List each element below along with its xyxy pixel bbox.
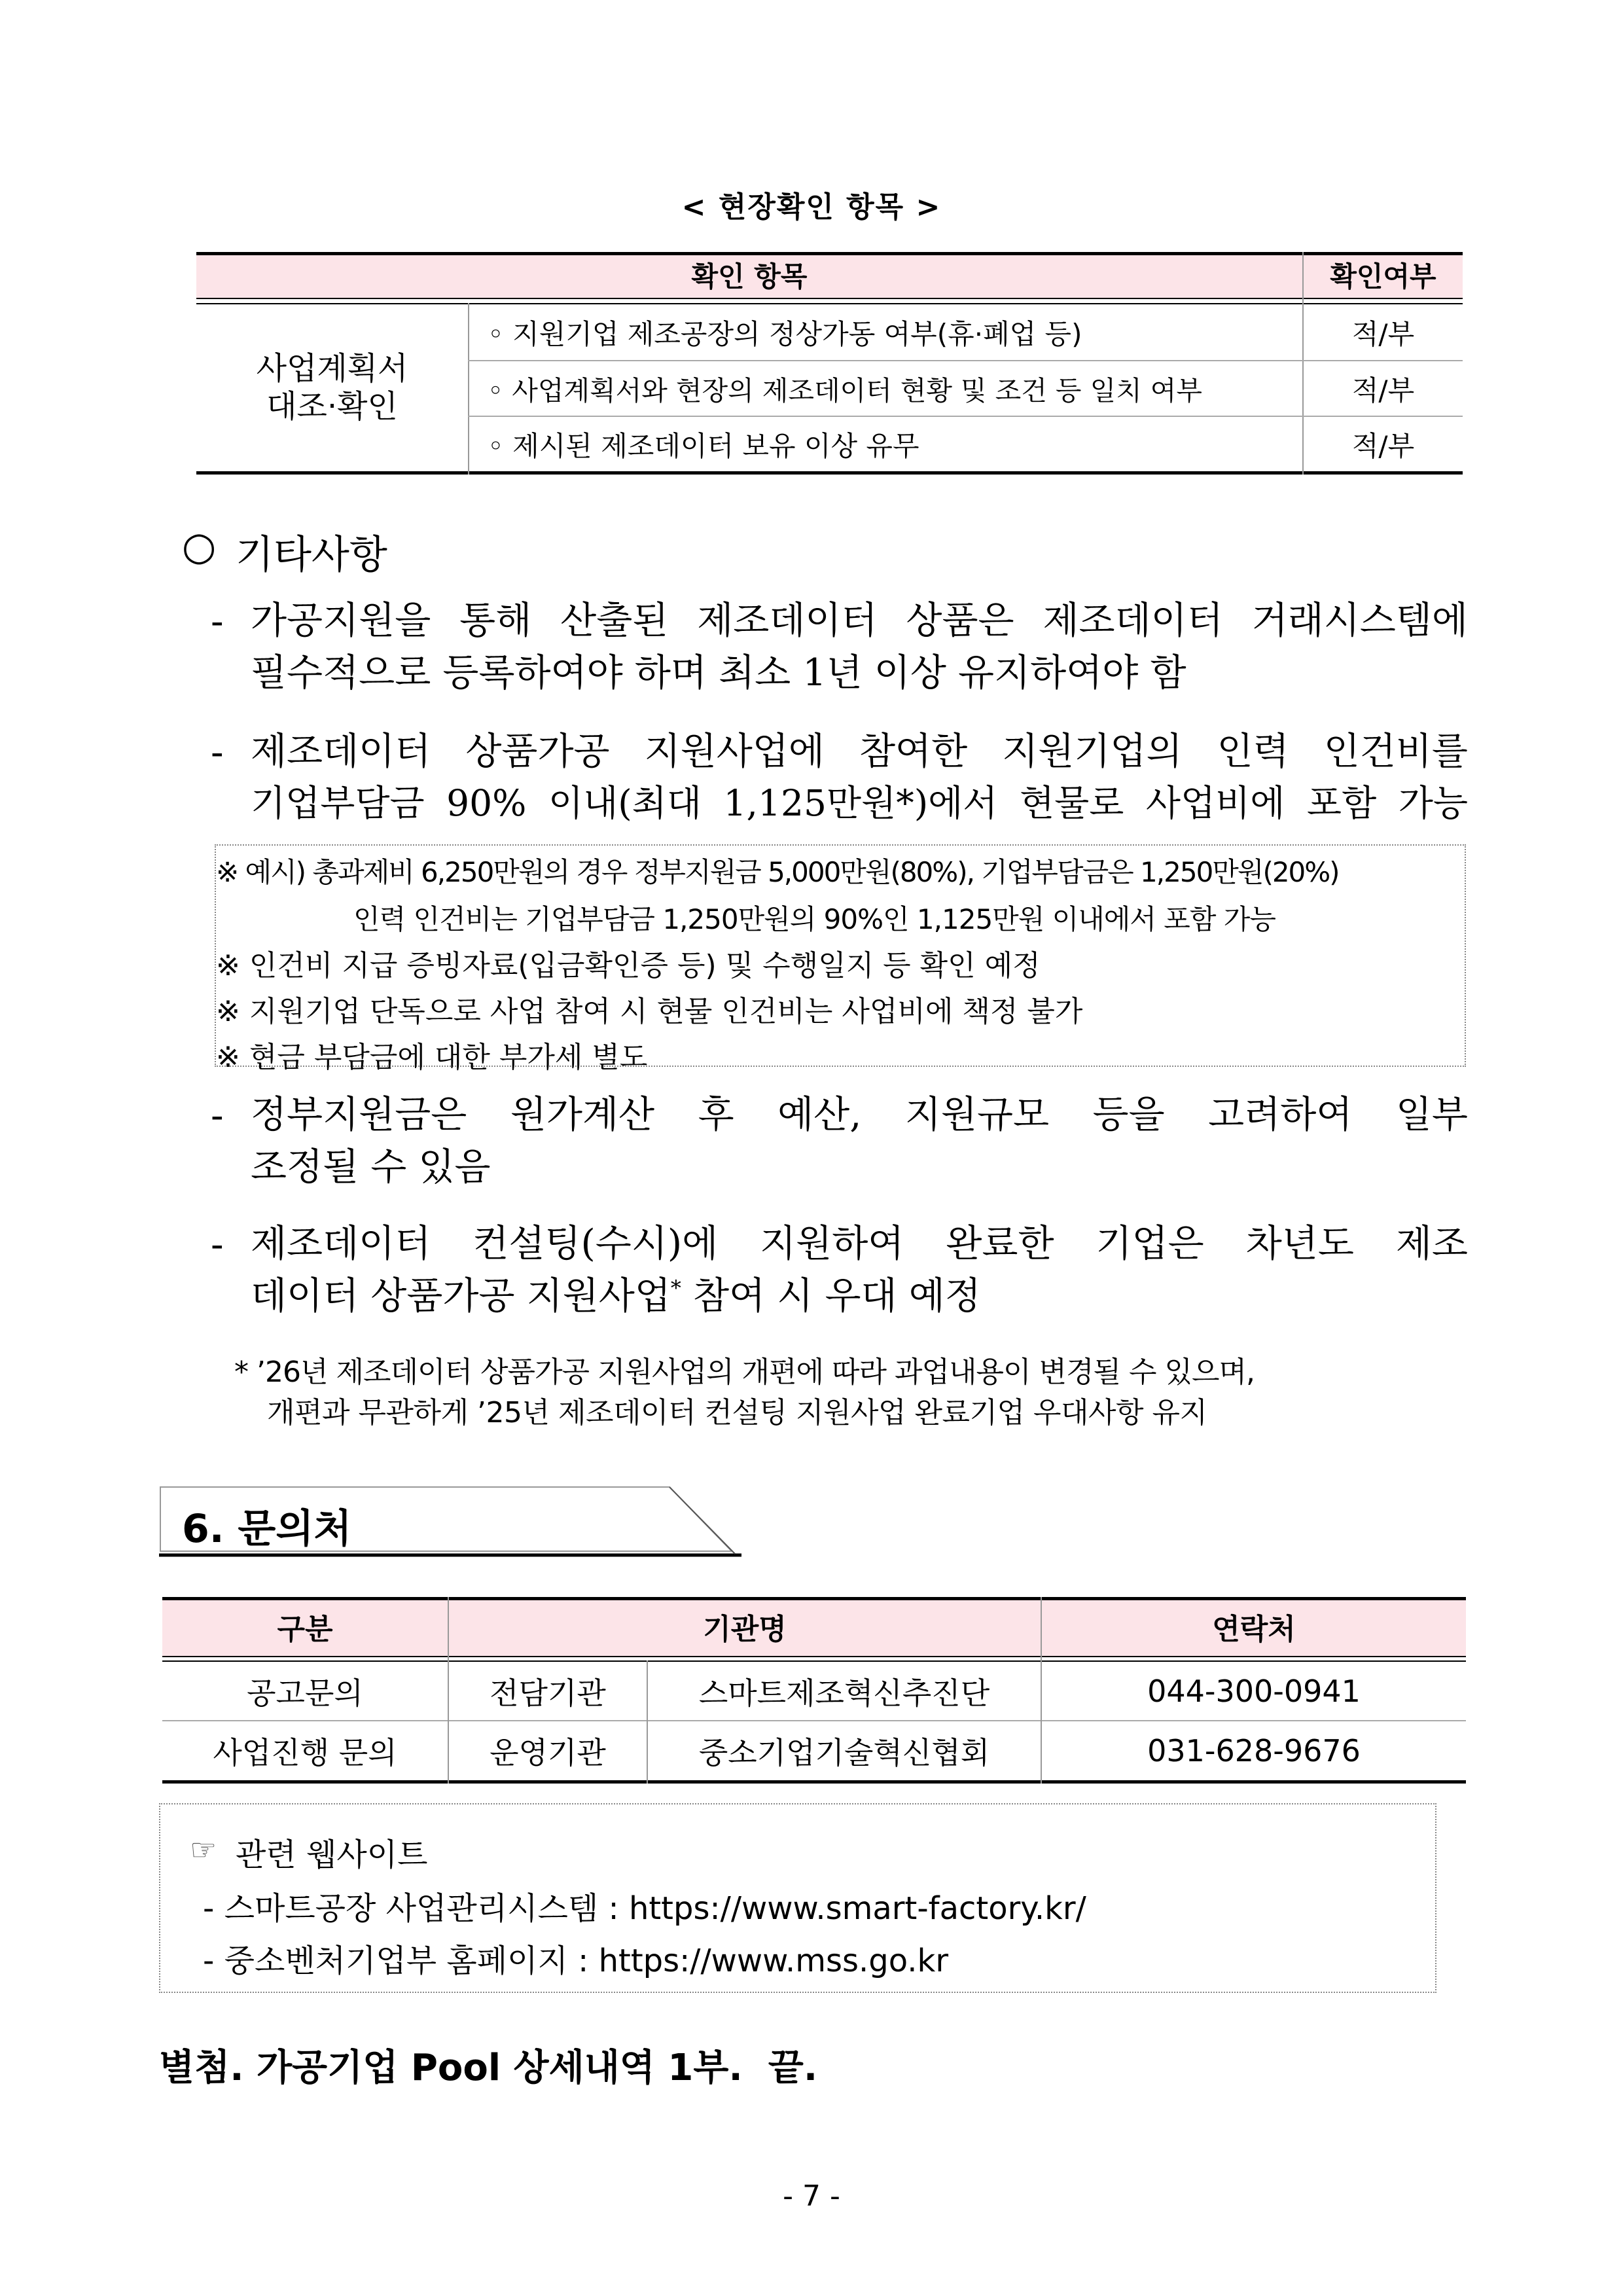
contact-row-org-name: 중소기업기술혁신협회 [698,1735,990,1770]
check-items-title: < 현장확인 항목 > [681,190,942,224]
etc-paragraph-3-line1: 정부지원금은 원가계산 후 예산, 지원규모 등을 고려하여 일부 [251,1093,1468,1136]
header-check-item: 확인 항목 [691,260,808,293]
check-row-item: ◦ 사업계획서와 현장의 제조데이터 현황 및 조건 등 일치 여부 [488,375,1203,406]
etc-paragraph-4-line2-text: 데이터 상품가공 지원사업 [251,1274,671,1318]
etc-heading: 기타사항 [236,532,387,578]
dash: - [211,599,224,643]
etc-paragraph-3-line2: 조정될 수 있음 [251,1145,491,1189]
etc-paragraph-4-line2 [251,1271,981,1321]
contact-row-org-name: 스마트제조혁신추진단 [698,1675,990,1711]
etc-paragraph-4-line2-end: 참여 시 우대 예정 [681,1274,981,1318]
group-label [196,304,468,471]
dash: - [211,1093,224,1138]
group-label-line2: 대조·확인 [266,387,398,425]
notes-box [215,844,1466,1074]
page-number: - 7 - [783,2179,840,2213]
website-link[interactable]: - 중소벤처기업부 홈페이지 : https://www.mss.go.kr [203,1943,949,1979]
etc-paragraph-1-line2: 필수적으로 등록하여야 하며 최소 1년 이상 유지하여야 함 [251,651,1186,694]
check-row-status: 적/부 [1351,429,1415,462]
check-row-status: 적/부 [1351,374,1415,406]
websites-box [159,1803,1436,1993]
check-row-item: ◦ 제시된 제조데이터 보유 이상 유무 [488,429,919,462]
header-org: 기관명 [703,1613,787,1646]
etc-paragraph-1-line1: 가공지원을 통해 산출된 제조데이터 상품은 제조데이터 거래시스템에 [251,599,1468,642]
note-line: ※ 예시) 총과제비 6,250만원의 경우 정부지원금 5,000만원(80%), 기업부담금은 1,250만원(20%) [216,856,1339,888]
note-line: ※ 현금 부담금에 대한 부가세 별도 [216,1041,648,1074]
contact-row-org-kind: 전담기관 [490,1675,606,1711]
pointing-hand-icon: ☞ [190,1832,217,1867]
check-items-table [196,252,1463,475]
footnote-marker: * [670,1276,681,1300]
contact-row-org-kind: 운영기관 [490,1735,606,1770]
etc-paragraph-2-line2: 기업부담금 90% 이내(최대 1,125만원*)에서 현물로 사업비에 포함 가능 [251,782,1468,824]
note-line: ※ 인건비 지급 증빙자료(입금확인증 등) 및 수행일지 등 확인 예정 [216,949,1041,982]
etc-paragraph-4-line1: 제조데이터 컨설팅(수시)에 지원하여 완료한 기업은 차년도 제조 [251,1222,1468,1265]
footnote-line2: 개편과 무관하게 ’25년 제조데이터 컨설팅 지원사업 완료기업 우대사항 유지 [267,1396,1207,1429]
dash: - [211,1222,224,1266]
contact-table [162,1597,1466,1784]
contact-heading-box [159,1486,741,1558]
contact-row-type: 사업진행 문의 [213,1735,397,1770]
header-check-status: 확인여부 [1330,260,1436,293]
note-line: 인력 인건비는 기업부담금 1,250만원의 90%인 1,125만원 이내에서 포함 가능 [353,903,1275,935]
check-row-status: 적/부 [1351,317,1415,350]
website-link[interactable]: - 스마트공장 사업관리시스템 : https://www.smart-factory.kr/ [203,1890,1086,1927]
header-phone: 연락처 [1212,1613,1296,1646]
header-type: 구분 [277,1613,333,1646]
etc-paragraph-2-line1: 제조데이터 상품가공 지원사업에 참여한 지원기업의 인력 인건비를 [251,730,1468,773]
contact-heading: 6. 문의처 [182,1506,352,1552]
websites-title: 관련 웹사이트 [236,1837,428,1873]
note-line: ※ 지원기업 단독으로 사업 참여 시 현물 인건비는 사업비에 책정 불가 [216,995,1083,1028]
check-row-item: ◦ 지원기업 제조공장의 정상가동 여부(휴·폐업 등) [488,317,1082,350]
contact-row-phone: 044-300-0941 [1147,1673,1361,1709]
dash: - [211,730,224,774]
contact-row-type: 공고문의 [247,1675,363,1711]
footnote-line1: * ’26년 제조데이터 상품가공 지원사업의 개편에 따라 과업내용이 변경될 수 있으며, [234,1355,1255,1389]
attachment-note: 별첨. 가공기업 Pool 상세내역 1부. 끝. [159,2047,818,2089]
contact-row-phone: 031-628-9676 [1147,1733,1361,1768]
etc-heading-bullet: ○ [182,524,217,569]
group-label-line1: 사업계획서 [256,350,408,387]
